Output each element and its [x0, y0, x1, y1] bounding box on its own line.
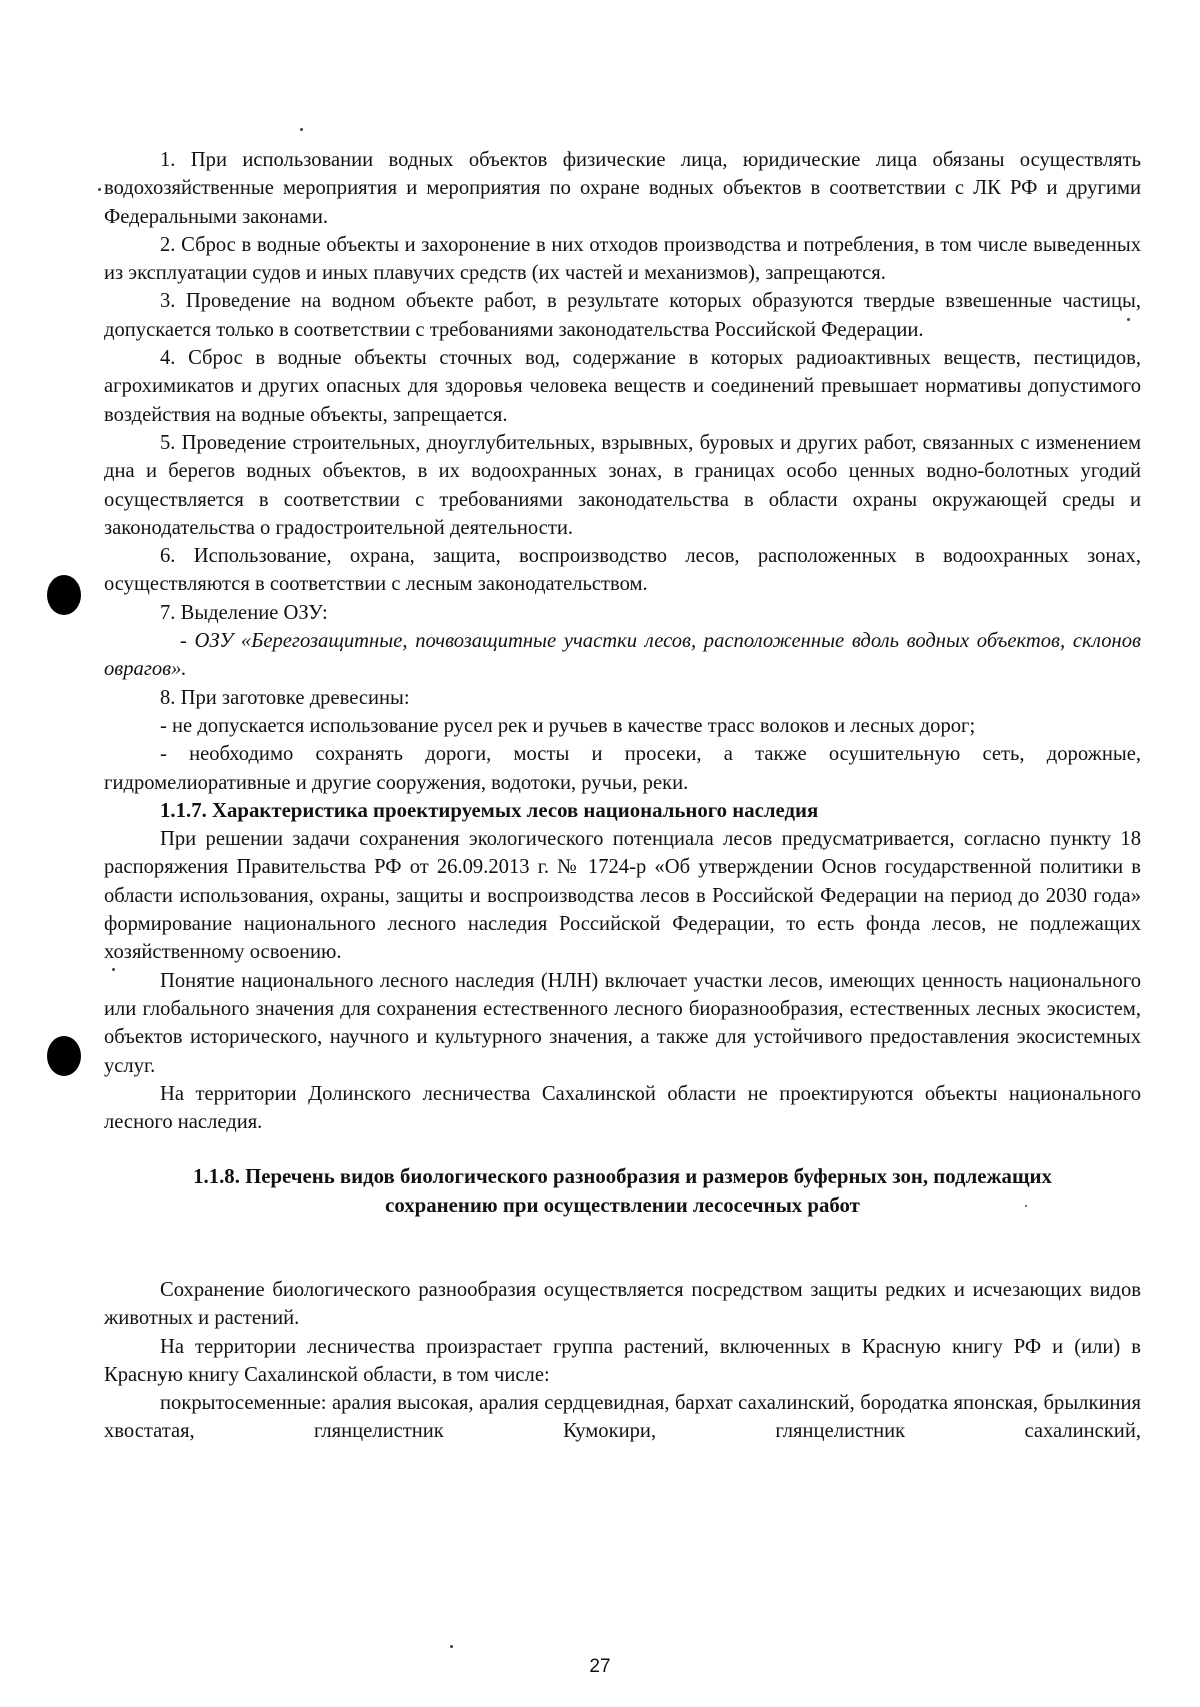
section-heading-1-1-8 [104, 1163, 1141, 1220]
paragraph: 7. Выделение ОЗУ: [160, 601, 328, 624]
page-number: 27 [589, 1656, 611, 1677]
list-item: - не допускается использование русел рек и ручьев в качестве трасс волоков и лесных дорог; [160, 714, 976, 737]
paragraph: На территории Долинского лесничества Сахалинской области не проектируются объекты национального лесного наследия. [104, 1082, 1141, 1134]
scan-speck [300, 128, 303, 131]
ozu-list-item: - ОЗУ «Берегозащитные, почвозащитные участки лесов, расположенные вдоль водных объектов, склонов оврагов». [104, 630, 1141, 681]
paragraph: При решении задачи сохранения экологического потенциала лесов предусматривается, согласно пункту 18 распоряжения Правительства РФ от 26.09.2013 г. № 1724-р «Об утверждении Основ государственной политики в области использования, охраны, защиты и воспроизводства лесов в Российской Федерации на период до 2030 года» формирование национального лесного наследия Российской Федерации, то есть фонда лесов, не подлежащих хозяйственному освоению. [104, 828, 1141, 964]
paragraph: 1. При использовании водных объектов физические лица, юридические лица обязаны осуществлять водохозяйственные мероприятия и мероприятия по охране водных объектов в соответствии с ЛК РФ и другими Федеральными законами. [104, 149, 1141, 228]
section-heading-1-1-7: 1.1.7. Характеристика проектируемых лесов национального наследия [160, 798, 819, 822]
paragraph: покрытосеменные: аралия высокая, аралия сердцевидная, бархат сахалинский, бородатка японская, брылкиния хвостатая, глянцелистник Кумокири, глянцелистник сахалинский, [104, 1392, 1141, 1443]
paragraph: 8. При заготовке древесины: [160, 686, 410, 709]
document-body [104, 146, 1141, 1446]
punch-hole-mark [47, 575, 81, 615]
list-item: - необходимо сохранять дороги, мосты и просеки, а также осушительную сеть, дорожные, гидромелиоративные и другие сооружения, водотоки, ручьи, реки. [104, 743, 1141, 794]
paragraph: 6. Использование, охрана, защита, воспроизводство лесов, расположенных в водоохранных зонах, осуществляются в соответствии с лесным законодательством. [104, 545, 1141, 596]
section-heading-line: 1.1.8. Перечень видов биологического разнообразия и размеров буферных зон, подлежащих [193, 1165, 1052, 1189]
paragraph: 4. Сброс в водные объекты сточных вод, содержание в которых радиоактивных веществ, пестицидов, агрохимикатов и других опасных для здоровья человека веществ и соединений превышает нормативы допустимого воздействия на водные объекты, запрещается. [104, 347, 1141, 426]
paragraph: Сохранение биологического разнообразия осуществляется посредством защиты редких и исчезающих видов животных и растений. [104, 1278, 1141, 1330]
paragraph: На территории лесничества произрастает группа растений, включенных в Красную книгу РФ и (или) в Красную книгу Сахалинской области, в том числе: [104, 1335, 1141, 1386]
scan-speck [450, 1645, 453, 1648]
paragraph: 5. Проведение строительных, дноуглубительных, взрывных, буровых и других работ, связанных с изменением дна и берегов водных объектов, в их водоохранных зонах, в границах особо ценных водно-болотных угодий осуществляется в соответствии с требованиями законодательства в области охраны окружающей среды и законодательства о градостроительной деятельности. [104, 431, 1141, 539]
paragraph: Понятие национального лесного наследия (НЛН) включает участки лесов, имеющих ценность национального или глобального значения для сохранения естественного лесного биоразнообразия, естественных лесных экосистем, объектов исторического, научного и культурного значения, а также для устойчивого предоставления экосистемных услуг. [104, 969, 1141, 1077]
paragraph: 3. Проведение на водном объекте работ, в результате которых образуются твердые взвешенные частицы, допускается только в соответствии с требованиями законодательства Российской Федерации. [104, 290, 1141, 341]
section-heading-line: сохранению при осуществлении лесосечных работ [385, 1193, 860, 1217]
paragraph: 2. Сброс в водные объекты и захоронение в них отходов производства и потребления, в том числе выведенных из эксплуатации судов и иных плавучих средств (их частей и механизмов), запрещаются. [104, 233, 1141, 285]
scan-speck [98, 188, 101, 191]
punch-hole-mark [47, 1036, 81, 1076]
